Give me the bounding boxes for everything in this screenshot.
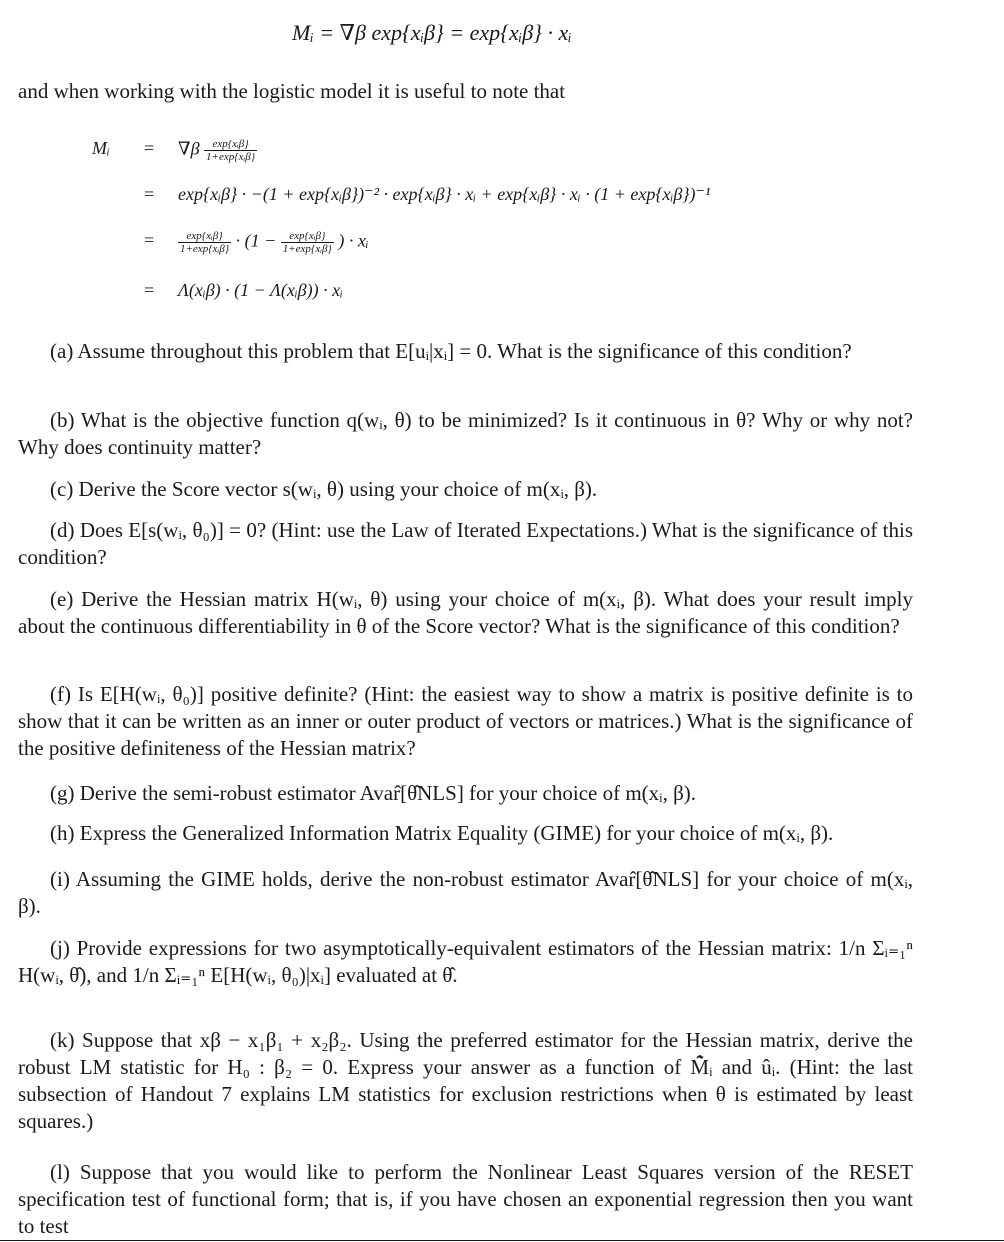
question-c-text: (c) Derive the Score vector s(wᵢ, θ) using your choice of m(xᵢ, β).	[50, 477, 598, 501]
question-c	[18, 476, 913, 503]
derivation-lhs: Mᵢ	[92, 138, 110, 158]
question-i	[18, 866, 913, 920]
relation-sign: =	[144, 280, 155, 300]
question-i-text: (i) Assuming the GIME holds, derive the non-robust estimator Avar̂[θ̂NLS] for your choice of m(xᵢ, β).	[18, 867, 913, 918]
fraction	[178, 230, 231, 255]
question-a-text: (a) Assume throughout this problem that E[uᵢ|xᵢ] = 0. What is the significance of this condition?	[50, 339, 852, 363]
fraction-denominator: 1+exp{xᵢβ}	[206, 151, 256, 163]
question-d	[18, 517, 913, 571]
question-g-text: (g) Derive the semi-robust estimator Avar̂[θ̂NLS] for your choice of m(xᵢ, β).	[50, 781, 697, 805]
question-h-text: (h) Express the Generalized Information Matrix Equality (GIME) for your choice of m(xᵢ, β).	[50, 821, 834, 845]
fraction-numerator: exp{xᵢβ}	[281, 230, 334, 243]
relation-sign: =	[144, 230, 155, 250]
nabla-symbol: ∇β	[178, 138, 200, 159]
question-e	[18, 586, 913, 640]
question-l-text: (l) Suppose that you would like to perform the Nonlinear Least Squares version of the RESET specification test of functional form; that is, if you have chosen an exponential regression then you want to test	[18, 1160, 913, 1238]
question-g	[18, 780, 913, 807]
fraction	[204, 138, 257, 163]
derivation-rhs-3	[178, 230, 369, 255]
derivation-rhs-2: exp{xᵢβ} · −(1 + exp{xᵢβ})⁻² · exp{xᵢβ} · xᵢ + exp{xᵢβ} · xᵢ · (1 + exp{xᵢβ})⁻¹	[178, 184, 711, 204]
intro-paragraph: and when working with the logistic model it is useful to note that	[18, 79, 566, 103]
question-k-text: (k) Suppose that xβ − x₁β₁ + x₂β₂. Using the preferred estimator for the Hessian matrix, derive the robust LM statistic for H₀ : β₂ = 0. Express your answer as a function of M̂̃ᵢ and ûᵢ. (Hint: the last subsection of Handout 7 explains LM statistics for exclusion restrictions when θ is estimated by least squares.)	[18, 1028, 913, 1133]
fraction	[281, 230, 334, 255]
derivation-end: ) · xᵢ	[338, 230, 369, 251]
question-f	[18, 681, 913, 762]
question-a	[18, 338, 913, 365]
derivation-rhs-4: Λ(xᵢβ) · (1 − Λ(xᵢβ)) · xᵢ	[178, 280, 343, 300]
fraction-numerator: exp{xᵢβ}	[204, 138, 257, 151]
fraction-denominator: 1+exp{xᵢβ}	[180, 243, 230, 255]
question-b-text: (b) What is the objective function q(wᵢ, θ) to be minimized? Is it continuous in θ? Why or why not? Why does continuity matter?	[18, 408, 913, 459]
question-e-text: (e) Derive the Hessian matrix H(wᵢ, θ) using your choice of m(xᵢ, β). What does your result imply about the continuous differentiability in θ of the Score vector? What is the significance of this condition?	[18, 587, 913, 638]
question-b	[18, 407, 913, 461]
question-j	[18, 935, 913, 989]
relation-sign: =	[144, 138, 155, 158]
question-f-text: (f) Is E[H(wᵢ, θ₀)] positive definite? (Hint: the easiest way to show a matrix is positive definite is to show that it can be written as an inner or outer product of vectors or matrices.) What is the significance of the positive definiteness of the Hessian matrix?	[18, 682, 913, 760]
derivation-middle: · (1 −	[235, 230, 281, 251]
top-equation: Mᵢ = ∇β exp{xᵢβ} = exp{xᵢβ} · xᵢ	[292, 20, 572, 45]
question-k	[18, 1027, 913, 1135]
derivation-rhs-1	[178, 138, 257, 163]
fraction-denominator: 1+exp{xᵢβ}	[282, 243, 332, 255]
fraction-numerator: exp{xᵢβ}	[178, 230, 231, 243]
page-bottom-rule	[0, 1240, 1004, 1241]
question-j-text: (j) Provide expressions for two asymptotically-equivalent estimators of the Hessian matrix: 1/n Σᵢ₌₁ⁿ H(wᵢ, θ̂), and 1/n Σᵢ₌₁ⁿ E[H(wᵢ, θ₀)|xᵢ] evaluated at θ̂.	[18, 936, 913, 987]
question-l	[18, 1159, 913, 1240]
question-h	[18, 820, 913, 847]
relation-sign: =	[144, 184, 155, 204]
question-d-text: (d) Does E[s(wᵢ, θ₀)] = 0? (Hint: use the Law of Iterated Expectations.) What is the significance of this condition?	[18, 518, 913, 569]
